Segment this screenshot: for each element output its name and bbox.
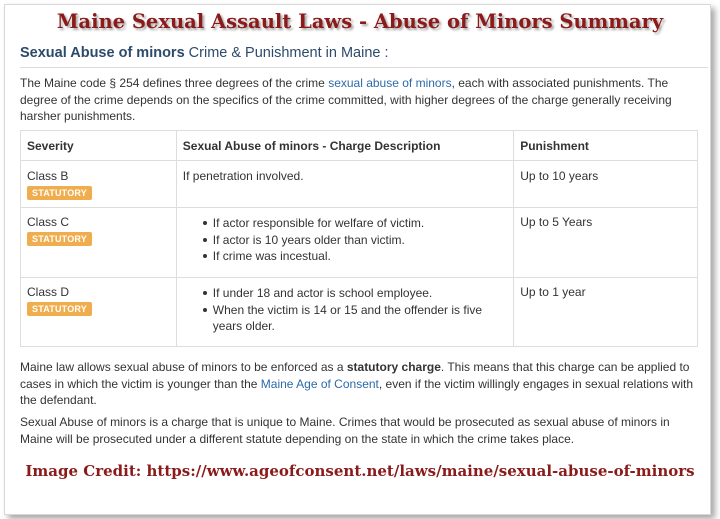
statutory-text-middle: . This means that this charge can be applied to cases in which the victim is younger than the bbox=[20, 360, 690, 391]
statutory-badge: STATUTORY bbox=[27, 232, 92, 246]
section-heading bbox=[20, 45, 389, 61]
severity-class: Class B bbox=[27, 169, 69, 183]
header-punishment: Punishment bbox=[514, 131, 698, 161]
list-item: If actor is 10 years older than victim. bbox=[203, 232, 507, 249]
table-row bbox=[21, 161, 698, 208]
description-text: If penetration involved. bbox=[182, 169, 304, 183]
statutory-text-after: , even if the victim willingly engages in sexual relations with the defendant. bbox=[20, 376, 694, 407]
list-item: If under 18 and actor is school employee. bbox=[203, 285, 507, 302]
punishment-cell: Up to 1 year bbox=[514, 278, 698, 347]
image-credit: Image Credit: https://www.ageofconsent.net/laws/maine/sexual-abuse-of-minors bbox=[25, 462, 695, 480]
severity-cell bbox=[21, 208, 177, 278]
description-cell bbox=[176, 278, 513, 347]
list-item: If crime was incestual. bbox=[203, 248, 507, 265]
statutory-paragraph bbox=[20, 359, 705, 409]
severity-class: Class D bbox=[27, 285, 70, 299]
header-severity: Severity bbox=[21, 131, 177, 161]
header-description: Sexual Abuse of minors - Charge Description bbox=[176, 131, 513, 161]
statutory-text-before: Maine law allows sexual abuse of minors to be enforced as a bbox=[20, 360, 347, 374]
heading-divider bbox=[20, 67, 708, 68]
severity-cell bbox=[21, 278, 177, 347]
table-row bbox=[21, 208, 698, 278]
description-list bbox=[203, 285, 507, 335]
section-heading-rest: Crime & Punishment in Maine : bbox=[184, 45, 389, 61]
unique-paragraph: Sexual Abuse of minors is a charge that is unique to Maine. Crimes that would be prosecuted as sexual abuse of minors in Maine will be prosecuted under a different statute depending on the state in which the crime takes place. bbox=[20, 415, 670, 446]
intro-paragraph bbox=[20, 75, 705, 125]
punishment-cell: Up to 10 years bbox=[514, 161, 698, 208]
table-row bbox=[21, 278, 698, 347]
maine-age-of-consent-link[interactable]: Maine Age of Consent bbox=[260, 376, 379, 391]
description-cell bbox=[176, 208, 513, 278]
section-heading-bold: Sexual Abuse of minors bbox=[20, 45, 185, 61]
description-list bbox=[203, 215, 507, 265]
statutory-badge: STATUTORY bbox=[27, 186, 92, 200]
punishment-table bbox=[20, 130, 698, 347]
list-item: When the victim is 14 or 15 and the offender is five years older. bbox=[203, 302, 507, 335]
list-item: If actor responsible for welfare of victim. bbox=[203, 215, 507, 232]
intro-text-before: The Maine code § 254 defines three degrees of the crime bbox=[20, 76, 329, 90]
page-title: Maine Sexual Assault Laws - Abuse of Minors Summary bbox=[56, 10, 664, 33]
intro-text-after: , each with associated punishments. The degree of the crime depends on the specifics of the crime committed, with higher degrees of the charge generally receiving harsher punishments. bbox=[20, 76, 672, 123]
sexual-abuse-of-minors-link[interactable]: sexual abuse of minors bbox=[328, 76, 452, 90]
severity-cell bbox=[21, 161, 177, 208]
severity-class: Class C bbox=[27, 215, 70, 229]
statutory-charge-bold: statutory charge bbox=[346, 360, 441, 374]
statutory-badge: STATUTORY bbox=[27, 302, 92, 316]
punishment-cell: Up to 5 Years bbox=[514, 208, 698, 278]
table-header-row bbox=[21, 131, 698, 161]
description-cell bbox=[176, 161, 513, 208]
